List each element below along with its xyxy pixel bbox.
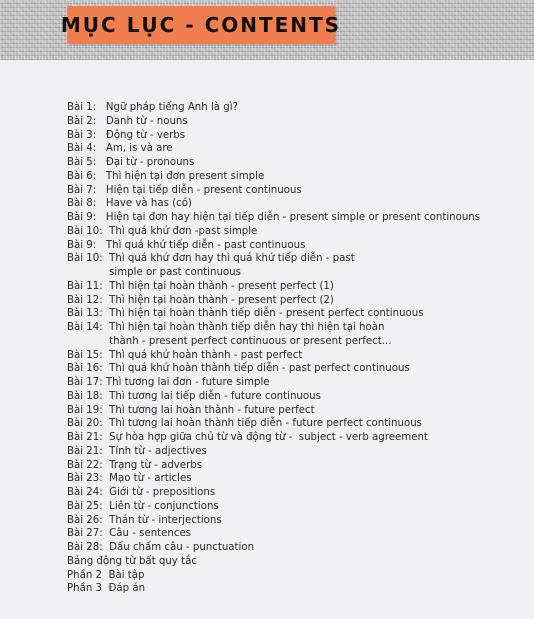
toc-entry: simple or past continuous — [67, 267, 241, 278]
toc-entry: Bài 19: Thì tương lai hoàn thành - future perfect — [67, 404, 315, 416]
toc-entry: Bài 21: Tính từ - adjectives — [67, 445, 207, 457]
toc-entry: Bài 10: Thì quá khứ đơn -past simple — [67, 225, 258, 237]
toc-entry: Bài 21: Sự hòa hợp giữa chủ từ và động từ - subject - verb agreement — [67, 432, 428, 443]
toc-entry: Bài 11: Thì hiện tại hoàn thành - present perfect (1) — [67, 280, 334, 292]
toc-entry: Bài 20: Thì tương lai hoàn thành tiếp diễn - future perfect continuous — [67, 418, 422, 430]
title-banner — [60, 6, 342, 44]
toc-entry: Phần 3 Đáp án — [67, 583, 146, 595]
toc-entry: Bài 26: Thán từ - interjections — [67, 514, 222, 526]
toc-entry: Bài 28: Dấu chấm câu - punctuation — [67, 542, 255, 553]
toc-entry: Bài 1: Ngữ pháp tiếng Anh là gì? — [67, 102, 238, 113]
toc-entry: Bài 3: Động từ - verbs — [67, 129, 186, 141]
toc-entry: Bài 10: Thì quá khứ đơn hay thì quá khứ tiếp diễn - past — [67, 253, 355, 265]
toc-entry: thành - present perfect continuous or present perfect... — [67, 335, 392, 347]
toc-entry: Bài 5: Đại từ - pronouns — [67, 157, 195, 168]
toc-entry: Bài 9: Thì quá khứ tiếp diễn - past continuous — [67, 239, 306, 251]
toc-entry: Bài 4: Am, is và are — [67, 143, 173, 155]
toc-entry: Bài 6: Thì hiện tại đơn present simple — [67, 170, 265, 182]
toc-entry: Bài 15: Thì quá khứ hoàn thành - past perfect — [67, 349, 303, 361]
toc-entry: Bài 17: Thì tương lai đơn - future simple — [67, 377, 270, 388]
toc-entry: Bài 9: Hiện tại đơn hay hiện tại tiếp diễn - present simple or present continouns — [67, 212, 481, 223]
toc-entry: Phần 2 Bài tập — [67, 569, 145, 581]
toc-entry: Bài 23: Mạo từ - articles — [67, 473, 192, 485]
toc-entry: Bài 22: Trạng từ - adverbs — [67, 459, 203, 471]
toc-entry: Bài 27: Câu - sentences — [67, 528, 192, 540]
toc-entry: Bài 7: Hiện tại tiếp diễn - present continuous — [67, 184, 302, 196]
toc-entry: Bài 25: Liên từ - conjunctions — [67, 500, 219, 512]
toc-entry: Bài 12: Thì hiện tại hoàn thành - present perfect (2) — [67, 294, 334, 306]
toc-entry: Bài 14: Thì hiện tại hoàn thành tiếp diễn hay thì hiện tại hoàn — [67, 322, 385, 333]
toc-entry: Bài 13: Thì hiện tại hoàn thành tiếp diễn - present perfect continuous — [67, 308, 424, 320]
page-title: MỤC LỤC - CONTENTS — [60, 13, 342, 37]
toc-entry: Bài 24: Giới từ - prepositions — [67, 487, 216, 498]
toc-entry: Bài 16: Thì quá khứ hoàn thành tiếp diễn - past perfect continuous — [67, 363, 410, 375]
toc-entry: Bảng động từ bất quy tắc — [67, 555, 197, 567]
contents-panel — [0, 60, 534, 619]
toc-entry: Bài 8: Have và has (có) — [67, 198, 192, 210]
toc-entry: Bài 18: Thì tương lai tiếp diễn - future continuous — [67, 390, 321, 402]
table-of-contents — [67, 101, 527, 596]
toc-entry: Bài 2: Danh từ - nouns — [67, 115, 188, 127]
